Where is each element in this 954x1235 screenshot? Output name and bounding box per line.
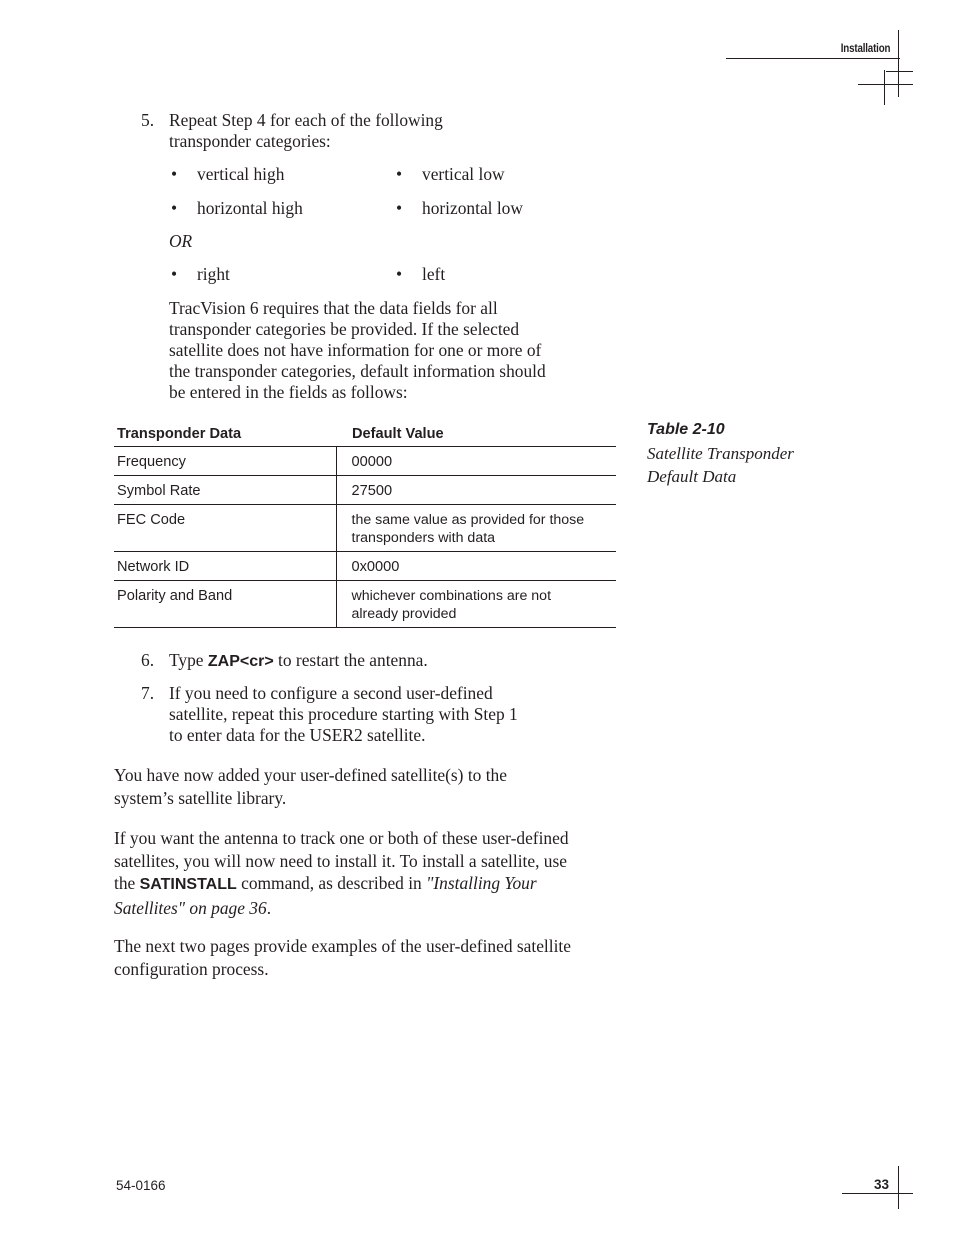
table-caption-line: Satellite Transponder xyxy=(647,444,794,463)
table-cell-field: Network ID xyxy=(114,552,336,581)
command-satinstall: SATINSTALL xyxy=(139,876,237,893)
table-caption-line: Default Data xyxy=(647,467,737,486)
step7-line: If you need to configure a second user-defined xyxy=(169,683,493,703)
step6-pre: Type xyxy=(169,650,208,670)
transponder-default-table xyxy=(114,423,616,628)
column-header: Default Value xyxy=(336,423,616,447)
body-paragraph-1 xyxy=(114,764,507,810)
table-row xyxy=(114,581,616,628)
bullet-glyph: • xyxy=(171,198,178,218)
paragraph-line: If you want the antenna to track one or both of these user-defined xyxy=(114,828,569,848)
header-vertical-mark xyxy=(898,30,899,97)
bullet-label: horizontal low xyxy=(422,198,523,218)
bullet-glyph: • xyxy=(171,264,178,284)
text-span: the xyxy=(114,873,140,893)
table-cell-field: Symbol Rate xyxy=(114,476,336,505)
step5-line2: transponder categories: xyxy=(169,131,331,151)
footer-crop-mark xyxy=(898,1193,913,1194)
step6-post: to restart the antenna. xyxy=(273,650,428,670)
paragraph-line: configuration process. xyxy=(114,959,269,979)
paragraph-line: the transponder categories, default information should xyxy=(169,361,546,381)
paragraph-line: You have now added your user-defined satellite(s) to the xyxy=(114,765,507,785)
table-row xyxy=(114,505,616,552)
paragraph-line xyxy=(114,872,569,897)
crop-mark-horizontal-2 xyxy=(886,71,913,72)
table-cell-value xyxy=(336,505,616,552)
step7-line: satellite, repeat this procedure starting with Step 1 xyxy=(169,704,518,724)
table-cell-field: Polarity and Band xyxy=(114,581,336,628)
table-header-row xyxy=(114,423,616,447)
value-line: whichever combinations are not xyxy=(351,588,552,604)
bullet-label: left xyxy=(422,264,446,284)
footer-vertical-mark xyxy=(898,1166,899,1209)
bullet-glyph: • xyxy=(396,264,403,284)
value-line: transponders with data xyxy=(351,530,496,546)
bullet-label: right xyxy=(197,264,230,284)
step5-line1: Repeat Step 4 for each of the following xyxy=(169,110,443,130)
table-cell-value: 27500 xyxy=(336,476,616,505)
footer-rule xyxy=(842,1193,899,1194)
text-span: . xyxy=(266,897,272,918)
paragraph-line: The next two pages provide examples of the user-defined satellite xyxy=(114,936,571,956)
value-line: the same value as provided for those xyxy=(351,512,585,528)
step7-text xyxy=(169,683,518,746)
footer-page-number: 33 xyxy=(874,1177,890,1192)
bullet-glyph: • xyxy=(396,198,403,218)
table-cell-value: 0x0000 xyxy=(336,552,616,581)
paragraph-line xyxy=(114,897,569,920)
table-cell-field: FEC Code xyxy=(114,505,336,552)
command-zap: ZAP<cr> xyxy=(207,653,274,670)
table-row xyxy=(114,552,616,581)
step6-number: 6. xyxy=(141,650,155,670)
cross-reference: "Installing Your xyxy=(426,873,537,893)
table-cell-value: 00000 xyxy=(336,447,616,476)
or-label: OR xyxy=(169,231,193,251)
step5-number: 5. xyxy=(141,110,155,130)
crop-mark-vertical xyxy=(884,70,885,105)
text-span: command, as described in xyxy=(236,873,427,893)
paragraph-line: be entered in the fields as follows: xyxy=(169,382,408,402)
bullet-label: horizontal high xyxy=(197,198,303,218)
paragraph-line: transponder categories be provided. If the selected xyxy=(169,319,520,339)
paragraph-line: TracVision 6 requires that the data fields for all xyxy=(169,298,498,318)
step7-line: to enter data for the USER2 satellite. xyxy=(169,725,426,745)
table-row xyxy=(114,447,616,476)
bullet-label: vertical low xyxy=(422,164,505,184)
paragraph-line: satellites, you will now need to install it. To install a satellite, use xyxy=(114,850,567,871)
step5-paragraph xyxy=(169,298,546,403)
bullet-glyph: • xyxy=(396,164,403,184)
column-header: Transponder Data xyxy=(114,423,336,447)
header-rule xyxy=(726,58,900,59)
step7-number: 7. xyxy=(141,683,155,703)
cross-reference: Satellites" on page 36 xyxy=(114,897,267,918)
bullet-label: vertical high xyxy=(197,164,285,184)
paragraph-line: system’s satellite library. xyxy=(114,788,287,808)
value-line: already provided xyxy=(351,606,457,622)
table-cell-field: Frequency xyxy=(114,447,336,476)
footer-doc-number: 54-0166 xyxy=(116,1178,166,1193)
bullet-glyph: • xyxy=(171,164,178,184)
table-caption-title: Table 2-10 xyxy=(647,421,725,438)
paragraph-line: satellite does not have information for one or more of xyxy=(169,340,542,360)
step6-text xyxy=(169,650,428,672)
header-section-label: Installation xyxy=(840,43,890,55)
body-paragraph-2 xyxy=(114,827,569,919)
body-paragraph-3 xyxy=(114,935,571,981)
table-cell-value xyxy=(336,581,616,628)
crop-mark-horizontal xyxy=(858,84,913,85)
table-row xyxy=(114,476,616,505)
